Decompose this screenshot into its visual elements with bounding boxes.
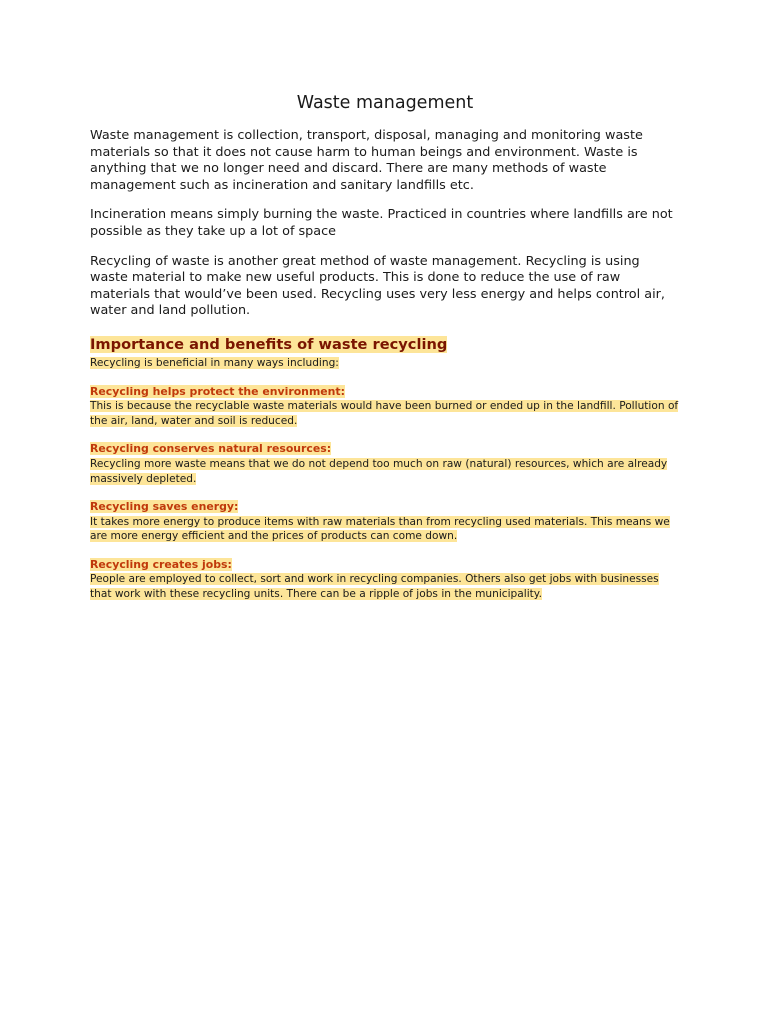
benefit-body-text: This is because the recyclable waste materials would have been burned or ended up in the landfill. Pollution of the air, land, water and soil is reduced. bbox=[90, 400, 679, 427]
benefit-body-text: Recycling more waste means that we do not depend too much on raw (natural) resources, which are already massively depleted. bbox=[90, 457, 668, 485]
benefit-heading-text: Recycling saves energy: bbox=[90, 500, 239, 514]
benefit-heading bbox=[90, 500, 680, 515]
section-heading-text: Importance and benefits of waste recycling bbox=[90, 335, 448, 353]
benefit-item-resources bbox=[90, 442, 680, 486]
document-page bbox=[90, 92, 680, 616]
benefit-heading bbox=[90, 385, 680, 400]
paragraph-definition: Waste management is collection, transport, disposal, managing and monitoring waste materials so that it does not cause harm to human beings and environment. Waste is anything that we no longer need and discard. There are many methods of waste management such as incineration and sanitary landfills etc. bbox=[90, 128, 643, 193]
recycling-benefits-section bbox=[90, 336, 680, 602]
benefit-heading-text: Recycling conserves natural resources: bbox=[90, 442, 332, 456]
benefit-item-energy bbox=[90, 500, 680, 544]
benefit-heading-text: Recycling creates jobs: bbox=[90, 557, 232, 571]
section-intro-text: Recycling is beneficial in many ways including: bbox=[90, 356, 339, 369]
benefit-text bbox=[90, 399, 680, 428]
benefit-heading-text: Recycling helps protect the environment: bbox=[90, 384, 345, 398]
section-heading bbox=[90, 336, 680, 354]
benefit-body-text: It takes more energy to produce items with raw materials than from recycling used materials. This means we are more energy efficient and the prices of products can come down. bbox=[90, 515, 670, 543]
paragraph-recycling: Recycling of waste is another great method of waste management. Recycling is using waste material to make new useful products. This is done to reduce the use of raw materials that would’ve been used. Recycling uses very less energy and helps control air, water and land pollution. bbox=[90, 253, 665, 319]
benefit-text bbox=[90, 515, 680, 544]
benefit-heading bbox=[90, 558, 680, 573]
benefit-item-environment bbox=[90, 385, 680, 429]
paragraph-incineration: Incineration means simply burning the waste. Practiced in countries where landfills are not possible as they take up a lot of space bbox=[90, 207, 673, 239]
document-title: Waste management bbox=[296, 93, 474, 113]
benefit-text bbox=[90, 457, 680, 486]
benefit-item-jobs bbox=[90, 558, 680, 602]
benefit-body-text: People are employed to collect, sort and work in recycling companies. Others also get jobs with businesses that work with these recycling units. There can be a ripple of jobs in the municipality. bbox=[90, 573, 659, 601]
section-intro bbox=[90, 356, 680, 371]
benefit-text bbox=[90, 572, 680, 601]
benefit-heading bbox=[90, 442, 680, 457]
